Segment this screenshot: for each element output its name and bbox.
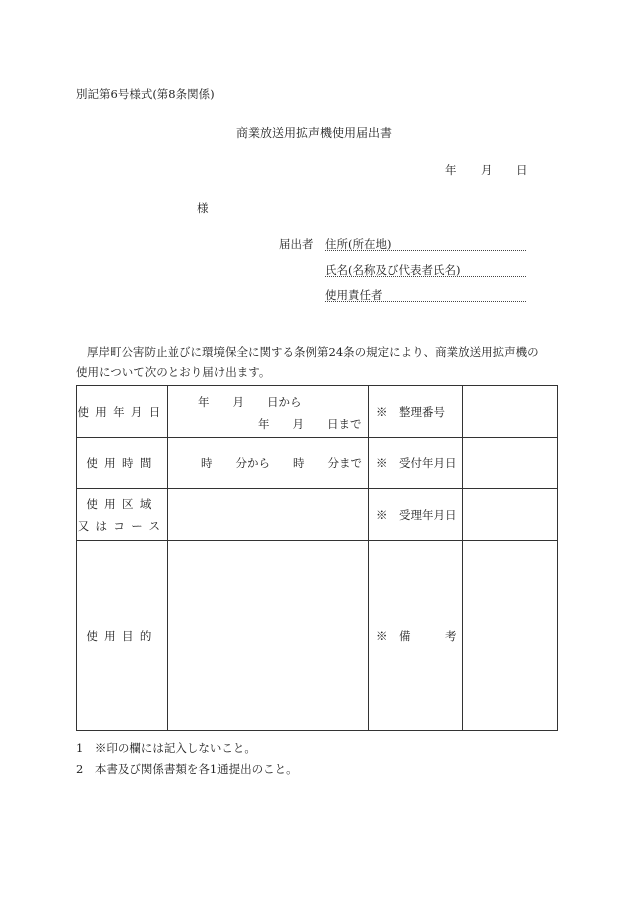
table-row	[77, 541, 558, 731]
name-field[interactable]	[325, 262, 526, 277]
applicant-label: 届出者	[279, 237, 314, 251]
address-field[interactable]	[325, 236, 526, 251]
acceptance-date-field	[463, 489, 558, 541]
usage-area-label-line-1: 使用区域	[86, 496, 158, 511]
reception-date-field	[463, 438, 558, 489]
table-row	[77, 489, 558, 541]
name-label: 氏名(名称及び代表者氏名)	[325, 263, 461, 277]
date-month-label: 月	[481, 163, 493, 177]
remarks-label: ※ 備 考	[369, 541, 463, 731]
reception-date-label: ※ 受付年月日	[369, 438, 463, 489]
usage-time-field[interactable]: 時 分から 時 分まで	[168, 438, 369, 489]
usage-purpose-label: 使用目的	[77, 541, 168, 731]
application-table	[76, 385, 558, 731]
remarks-field	[463, 541, 558, 731]
usage-date-from: 年 月 日から	[198, 394, 302, 409]
table-row	[77, 386, 558, 438]
addressee-suffix: 様	[197, 201, 209, 215]
address-label: 住所(所在地)	[325, 237, 392, 251]
usage-date-field[interactable]	[168, 386, 369, 438]
usage-area-field[interactable]	[168, 489, 369, 541]
note-1: 1 ※印の欄には記入しないこと。	[76, 741, 256, 755]
form-reference: 別記第6号様式(第8条関係)	[76, 87, 215, 101]
responsible-person-label: 使用責任者	[325, 288, 383, 302]
usage-date-to: 年 月 日まで	[258, 416, 362, 431]
usage-purpose-field[interactable]	[168, 541, 369, 731]
usage-date-label: 使用年月日	[77, 386, 168, 438]
body-text-line-2: 使用について次のとおり届け出ます。	[76, 365, 271, 379]
date-year-label: 年	[445, 163, 457, 177]
usage-area-label	[77, 489, 168, 541]
usage-area-label-line-2: 又はコース	[77, 518, 167, 533]
document-title: 商業放送用拡声機使用届出書	[236, 126, 393, 140]
reference-number-label: ※ 整理番号	[369, 386, 463, 438]
usage-time-label: 使用時間	[77, 438, 168, 489]
acceptance-date-label: ※ 受理年月日	[369, 489, 463, 541]
table-row	[77, 438, 558, 489]
body-text-line-1: 厚岸町公害防止並びに環境保全に関する条例第24条の規定により、商業放送用拡声機の	[87, 345, 539, 359]
responsible-person-field[interactable]	[325, 287, 526, 302]
note-2: 2 本書及び関係書類を各1通提出のこと。	[76, 762, 298, 776]
reference-number-field	[463, 386, 558, 438]
date-day-label: 日	[516, 163, 528, 177]
